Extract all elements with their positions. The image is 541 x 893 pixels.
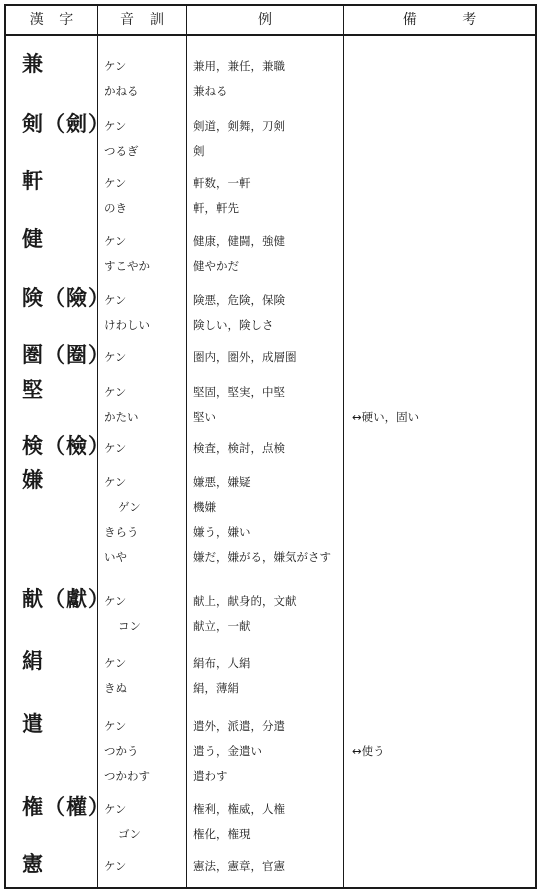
kanji-cell: 献（獻） bbox=[22, 586, 110, 611]
kanji-cell: 権（權） bbox=[22, 794, 110, 819]
remark-cell: ↔使う bbox=[352, 744, 385, 758]
kanji-cell: 健 bbox=[22, 226, 44, 251]
kanji-cell: 険（險） bbox=[22, 285, 110, 310]
reading-cell: ケン bbox=[104, 119, 127, 133]
kanji-cell: 憲 bbox=[22, 851, 44, 876]
example-cell: 圏内，圏外，成層圏 bbox=[193, 350, 297, 364]
example-cell: 絹，薄絹 bbox=[193, 681, 239, 695]
remark-cell: ↔硬い，固い bbox=[352, 410, 420, 424]
example-cell: 険悪，危険，保険 bbox=[193, 293, 285, 307]
reading-cell: けわしい bbox=[104, 318, 150, 332]
reading-cell: ケン bbox=[104, 293, 127, 307]
kanji-cell: 兼 bbox=[22, 51, 44, 76]
example-cell: 権利，権威，人権 bbox=[193, 802, 285, 816]
reading-cell: ケン bbox=[104, 234, 127, 248]
reading-cell: つるぎ bbox=[104, 144, 139, 158]
reading-cell: ケン bbox=[104, 859, 127, 873]
example-cell: 兼ねる bbox=[193, 84, 228, 98]
example-cell: 検査，検討，点検 bbox=[193, 441, 285, 455]
reading-cell: ケン bbox=[104, 475, 127, 489]
column-divider bbox=[186, 4, 187, 889]
kanji-cell: 絹 bbox=[22, 648, 44, 673]
example-cell: 険しい，険しさ bbox=[193, 318, 274, 332]
example-cell: 遣外，派遣，分遣 bbox=[193, 719, 285, 733]
example-cell: 献立，一献 bbox=[193, 619, 251, 633]
reading-cell: きらう bbox=[104, 525, 139, 539]
example-cell: 遣う，金遣い bbox=[193, 744, 262, 758]
example-cell: 健康，健闘，強健 bbox=[193, 234, 285, 248]
kanji-cell: 軒 bbox=[22, 168, 44, 193]
reading-cell: コン bbox=[118, 619, 141, 633]
example-cell: 嫌う，嫌い bbox=[193, 525, 251, 539]
example-cell: 健やかだ bbox=[193, 259, 239, 273]
example-cell: 堅い bbox=[193, 410, 216, 424]
reading-cell: ケン bbox=[104, 441, 127, 455]
kanji-cell: 嫌 bbox=[22, 467, 44, 492]
example-cell: 兼用，兼任，兼職 bbox=[193, 59, 285, 73]
example-cell: 権化，権現 bbox=[193, 827, 251, 841]
reading-cell: かたい bbox=[104, 410, 139, 424]
kanji-cell: 堅 bbox=[22, 377, 44, 402]
kanji-cell: 圏（圈） bbox=[22, 342, 110, 367]
kanji-cell: 遣 bbox=[22, 711, 44, 736]
reading-cell: ケン bbox=[104, 176, 127, 190]
reading-cell: きぬ bbox=[104, 681, 127, 695]
example-cell: 軒，軒先 bbox=[193, 201, 239, 215]
example-cell: 軒数，一軒 bbox=[193, 176, 251, 190]
example-cell: 機嫌 bbox=[193, 500, 216, 514]
reading-cell: のき bbox=[104, 201, 127, 215]
kanji-cell: 検（檢） bbox=[22, 433, 110, 458]
reading-cell: つかわす bbox=[104, 769, 150, 783]
reading-cell: ケン bbox=[104, 719, 127, 733]
header-divider bbox=[4, 34, 537, 36]
header-reading: 音 訓 bbox=[120, 12, 164, 28]
example-cell: 憲法，憲章，官憲 bbox=[193, 859, 285, 873]
example-cell: 嫌だ，嫌がる，嫌気がさす bbox=[193, 550, 331, 564]
example-cell: 堅固，堅実，中堅 bbox=[193, 385, 285, 399]
reading-cell: ゴン bbox=[118, 827, 141, 841]
reading-cell: ケン bbox=[104, 594, 127, 608]
reading-cell: ケン bbox=[104, 385, 127, 399]
example-cell: 絹布，人絹 bbox=[193, 656, 251, 670]
reading-cell: ゲン bbox=[118, 500, 141, 514]
reading-cell: ケン bbox=[104, 802, 127, 816]
reading-cell: すこやか bbox=[104, 259, 150, 273]
reading-cell: ケン bbox=[104, 350, 127, 364]
example-cell: 嫌悪，嫌疑 bbox=[193, 475, 251, 489]
kanji-cell: 剣（劍） bbox=[22, 111, 110, 136]
header-remarks: 備 考 bbox=[402, 12, 477, 28]
header-kanji: 漢 字 bbox=[29, 12, 74, 28]
reading-cell: かねる bbox=[104, 84, 139, 98]
reading-cell: ケン bbox=[104, 656, 127, 670]
column-divider bbox=[343, 4, 344, 889]
example-cell: 献上，献身的，文献 bbox=[193, 594, 297, 608]
example-cell: 遣わす bbox=[193, 769, 228, 783]
example-cell: 剣 bbox=[193, 144, 205, 158]
reading-cell: つかう bbox=[104, 744, 139, 758]
reading-cell: ケン bbox=[104, 59, 127, 73]
reading-cell: いや bbox=[104, 550, 127, 564]
example-cell: 剣道，剣舞，刀剣 bbox=[193, 119, 285, 133]
header-example: 例 bbox=[258, 12, 272, 28]
